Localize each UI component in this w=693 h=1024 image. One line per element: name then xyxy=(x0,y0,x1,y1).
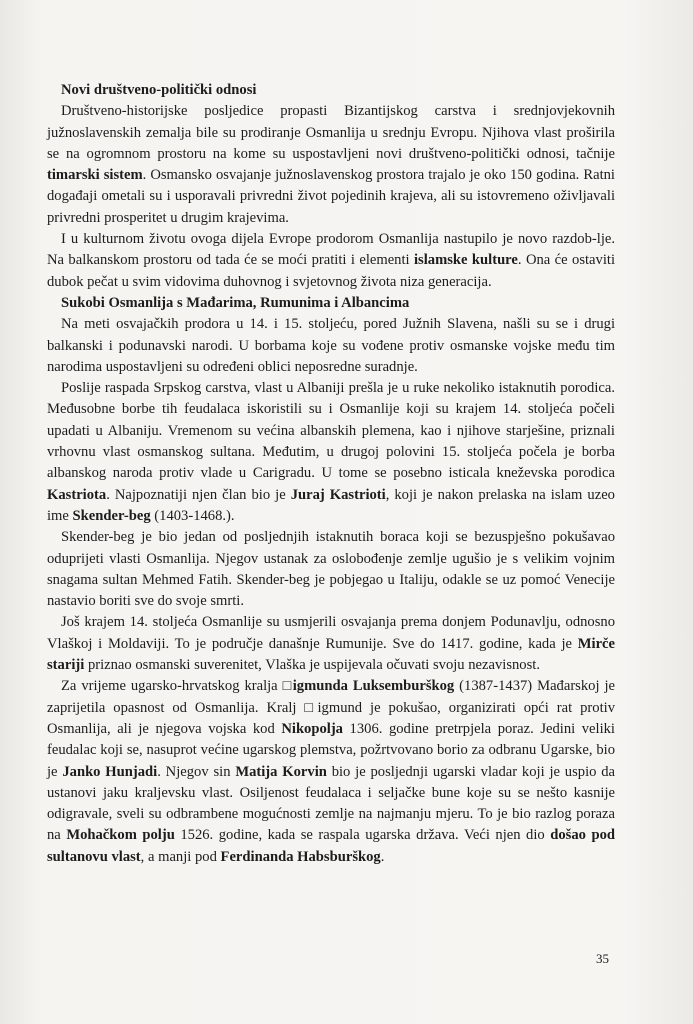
bold-term: timarski sistem xyxy=(47,167,143,184)
bold-term: došao pod sultanovu vlast xyxy=(47,827,615,865)
text-run: Poslije raspada Srpskog carstva, vlast u Albaniji prešla je u ruke nekoliko istaknutih porodica. Međusobne borbe tih feudalaca iskoristili su i Osmanlije koji su krajem 14. stoljeća počeli upadati u Albaniju. Vremenom su većina albanskih plemena, kao i njihove starješine, priznali vrhovnu vlast osmanskog sultana. Međutim, u drugoj polovini 15. stoljeća počela je borba albanskog naroda protiv vlade u Carigradu. U tome se posebno isticala kneževska porodica xyxy=(47,380,615,482)
text-run: (1387-1437) Mađarskoj je zaprijetila opasnost od Osmanlija. Kralj □igmund je pokušao, organizirati opći rat protiv Osmanlija, ali je njegova vojska kod xyxy=(47,678,615,737)
text-run: 1526. godine, kada se raspala ugarska država. Veći njen dio xyxy=(174,827,551,844)
page-text xyxy=(47,80,615,868)
paragraph xyxy=(47,676,615,868)
paragraph xyxy=(47,101,615,229)
text-run: , a manji pod xyxy=(140,848,221,865)
paragraph xyxy=(47,229,615,293)
text-run: Skender-beg je bio jedan od posljednjih istaknutih boraca koji se bezuspješno pokušavao oduprijeti vlasti Osmanlija. Njegov ustanak za oslobođenje zemlje ugušio je s velikim vojnim snagama sultan Mehmed Fatih. Skender-beg je pobjegao u Italiju, odakle se uz pomoć Venecije nastavio boriti sve do svoje smrti. xyxy=(47,529,615,610)
bold-term: Janko Hunjadi xyxy=(62,763,158,780)
text-run: . Osmansko osvajanje južnoslavenskog prostora trajalo je oko 150 godina. Ratni događaji ometali su i usporavali privredni život pojedinih krajeva, ali su istovremeno oživljavali privredni prosperitet u drugim krajevima. xyxy=(47,167,615,226)
text-run: Društveno-historijske posljedice propasti Bizantijskog carstva i srednjovjekovnih južnoslavenskih zemalja bile su prodiranje Osmanlija u srednju Evropu. Njihova vlast proširila se na ogromnom prostoru na kome su uspostavljeni novi društveno-politički odnosi, tačnije xyxy=(47,103,615,162)
text-run: (1403-1468.). xyxy=(150,507,235,524)
text-run: 1306. godine pretrpjela poraz. Jedini veliki feudalac koji se, nasuprot većine ugarskog plemstva, požrtvovano borio za odbranu Ugarske, bio je xyxy=(47,720,615,780)
section-heading: Sukobi Osmanlija s Mađarima, Rumunima i Albancima xyxy=(61,294,410,311)
bold-term: Juraj Kastrioti xyxy=(290,486,386,503)
text-run: bio je posljednji ugarski vladar koji je uspio da ustanovi jaku kraljevsku vlast. Osiljenost feudalaca i seljačke bune koje su se nešto kasnije odigravale, sveli su odbrambene mogućnosti zemlje na najmanju mjeru. To je bio razlog poraza na xyxy=(47,763,616,844)
bold-term: Kastriota xyxy=(47,486,107,503)
text-run: Još krajem 14. stoljeća Osmanlije su usmjerili osvajanja prema donjem Podunavlju, odnosno Vlaškoj i Moldaviji. To je područje današnje Rumunije. Sve do 1417. godine, kada je xyxy=(47,614,615,652)
paragraph xyxy=(47,378,615,527)
text-run: Na meti osvajačkih prodora u 14. i 15. stoljeću, pored Južnih Slavena, našli su se i drugi balkanski i podunavski narodi. U borbama koje su vođene protiv osmanske vojske među tim narodima uspostavljeni su određeni oblici neposredne suradnje. xyxy=(47,316,615,375)
page-number: 35 xyxy=(596,951,609,966)
bold-term: Skender-beg xyxy=(72,507,151,524)
text-run: priznao osmanski suverenitet, Vlaška je uspijevala očuvati svoju nezavisnost. xyxy=(84,657,540,674)
section-heading: Novi društveno-politički odnosi xyxy=(61,82,257,98)
text-run: Za vrijeme ugarsko-hrvatskog kralja xyxy=(61,678,283,695)
bold-term: Ferdinanda Habsburškog xyxy=(220,848,381,865)
paragraph xyxy=(47,527,615,612)
text-run: . Najpoznatiji njen član bio je xyxy=(106,486,291,503)
bold-term: Mirče stariji xyxy=(47,635,615,674)
bold-term: Mohačkom polju xyxy=(66,827,175,844)
paragraph xyxy=(47,612,615,676)
text-run: . Ona će ostaviti dubok pečat u svim vidovima duhovnog i svjetovnog života niza generacija. xyxy=(47,252,615,290)
text-run: . Njegov sin xyxy=(157,763,236,780)
bold-term: □igmunda Luksemburškog xyxy=(282,678,455,695)
text-run: I u kulturnom životu ovoga dijela Evrope prodorom Osmanlija nastupilo je novo razdob-lje. Na balkanskom prostoru od tada će se moći pratiti i elementi xyxy=(47,231,615,269)
bold-term: Nikopolja xyxy=(281,720,343,737)
bold-term: islamske kulture xyxy=(414,252,518,269)
text-run: . xyxy=(380,848,385,865)
bold-term: Matija Korvin xyxy=(235,763,327,780)
text-run: , koji je nakon prelaska na islam uzeo ime xyxy=(47,486,615,524)
paragraph xyxy=(47,314,615,378)
